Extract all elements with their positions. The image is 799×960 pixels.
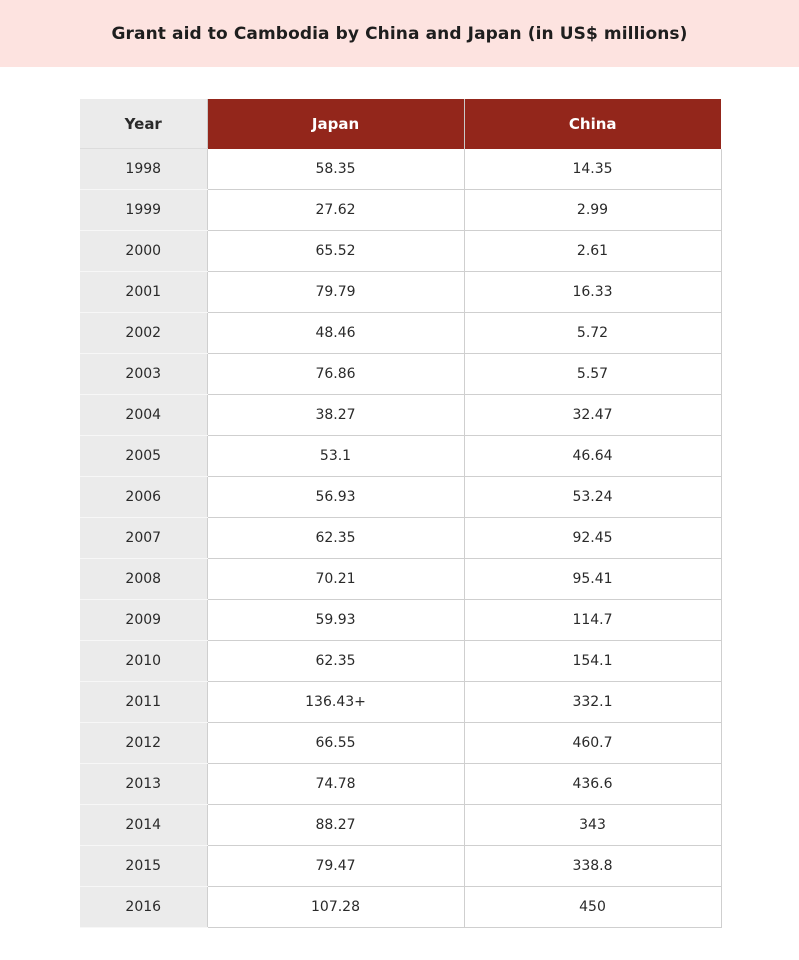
table-row bbox=[80, 231, 721, 272]
japan-value-cell: 74.78 bbox=[207, 764, 464, 805]
japan-value-cell: 66.55 bbox=[207, 723, 464, 764]
china-value-cell: 95.41 bbox=[464, 559, 721, 600]
china-value-cell: 14.35 bbox=[464, 149, 721, 190]
grant-aid-table bbox=[80, 99, 722, 928]
table-header-row bbox=[80, 99, 721, 149]
year-cell: 2014 bbox=[80, 805, 207, 846]
year-cell: 2010 bbox=[80, 641, 207, 682]
title-band bbox=[0, 0, 799, 67]
china-value-cell: 460.7 bbox=[464, 723, 721, 764]
china-value-cell: 154.1 bbox=[464, 641, 721, 682]
china-value-cell: 332.1 bbox=[464, 682, 721, 723]
china-value-cell: 5.72 bbox=[464, 313, 721, 354]
japan-value-cell: 62.35 bbox=[207, 641, 464, 682]
table-row bbox=[80, 190, 721, 231]
japan-value-cell: 62.35 bbox=[207, 518, 464, 559]
year-cell: 2001 bbox=[80, 272, 207, 313]
year-cell: 2006 bbox=[80, 477, 207, 518]
china-value-cell: 450 bbox=[464, 887, 721, 928]
table-row bbox=[80, 313, 721, 354]
year-cell: 2007 bbox=[80, 518, 207, 559]
china-value-cell: 343 bbox=[464, 805, 721, 846]
table-row bbox=[80, 682, 721, 723]
japan-value-cell: 65.52 bbox=[207, 231, 464, 272]
china-value-cell: 92.45 bbox=[464, 518, 721, 559]
year-cell: 2008 bbox=[80, 559, 207, 600]
japan-value-cell: 70.21 bbox=[207, 559, 464, 600]
china-value-cell: 5.57 bbox=[464, 354, 721, 395]
column-header-japan: Japan bbox=[207, 99, 464, 149]
table-row bbox=[80, 887, 721, 928]
year-cell: 2009 bbox=[80, 600, 207, 641]
japan-value-cell: 48.46 bbox=[207, 313, 464, 354]
year-cell: 2003 bbox=[80, 354, 207, 395]
table-row bbox=[80, 149, 721, 190]
china-value-cell: 32.47 bbox=[464, 395, 721, 436]
year-cell: 2015 bbox=[80, 846, 207, 887]
china-value-cell: 436.6 bbox=[464, 764, 721, 805]
year-cell: 2002 bbox=[80, 313, 207, 354]
column-header-year: Year bbox=[80, 99, 207, 149]
table-row bbox=[80, 436, 721, 477]
year-cell: 2013 bbox=[80, 764, 207, 805]
table-row bbox=[80, 518, 721, 559]
japan-value-cell: 79.47 bbox=[207, 846, 464, 887]
china-value-cell: 2.61 bbox=[464, 231, 721, 272]
table-row bbox=[80, 600, 721, 641]
table-row bbox=[80, 395, 721, 436]
year-cell: 2012 bbox=[80, 723, 207, 764]
table-row bbox=[80, 846, 721, 887]
china-value-cell: 2.99 bbox=[464, 190, 721, 231]
table-body bbox=[80, 149, 721, 928]
japan-value-cell: 76.86 bbox=[207, 354, 464, 395]
table-row bbox=[80, 477, 721, 518]
page-title: Grant aid to Cambodia by China and Japan (in US$ millions) bbox=[111, 23, 688, 44]
year-cell: 1998 bbox=[80, 149, 207, 190]
year-cell: 1999 bbox=[80, 190, 207, 231]
year-cell: 2011 bbox=[80, 682, 207, 723]
japan-value-cell: 88.27 bbox=[207, 805, 464, 846]
table-row bbox=[80, 354, 721, 395]
table-row bbox=[80, 723, 721, 764]
china-value-cell: 338.8 bbox=[464, 846, 721, 887]
china-value-cell: 16.33 bbox=[464, 272, 721, 313]
japan-value-cell: 38.27 bbox=[207, 395, 464, 436]
table-row bbox=[80, 805, 721, 846]
japan-value-cell: 107.28 bbox=[207, 887, 464, 928]
china-value-cell: 114.7 bbox=[464, 600, 721, 641]
table-row bbox=[80, 272, 721, 313]
year-cell: 2000 bbox=[80, 231, 207, 272]
china-value-cell: 46.64 bbox=[464, 436, 721, 477]
year-cell: 2005 bbox=[80, 436, 207, 477]
japan-value-cell: 136.43+ bbox=[207, 682, 464, 723]
japan-value-cell: 79.79 bbox=[207, 272, 464, 313]
table-row bbox=[80, 764, 721, 805]
table-row bbox=[80, 559, 721, 600]
year-cell: 2004 bbox=[80, 395, 207, 436]
japan-value-cell: 56.93 bbox=[207, 477, 464, 518]
japan-value-cell: 59.93 bbox=[207, 600, 464, 641]
japan-value-cell: 58.35 bbox=[207, 149, 464, 190]
japan-value-cell: 53.1 bbox=[207, 436, 464, 477]
table-row bbox=[80, 641, 721, 682]
year-cell: 2016 bbox=[80, 887, 207, 928]
japan-value-cell: 27.62 bbox=[207, 190, 464, 231]
column-header-china: China bbox=[464, 99, 721, 149]
china-value-cell: 53.24 bbox=[464, 477, 721, 518]
